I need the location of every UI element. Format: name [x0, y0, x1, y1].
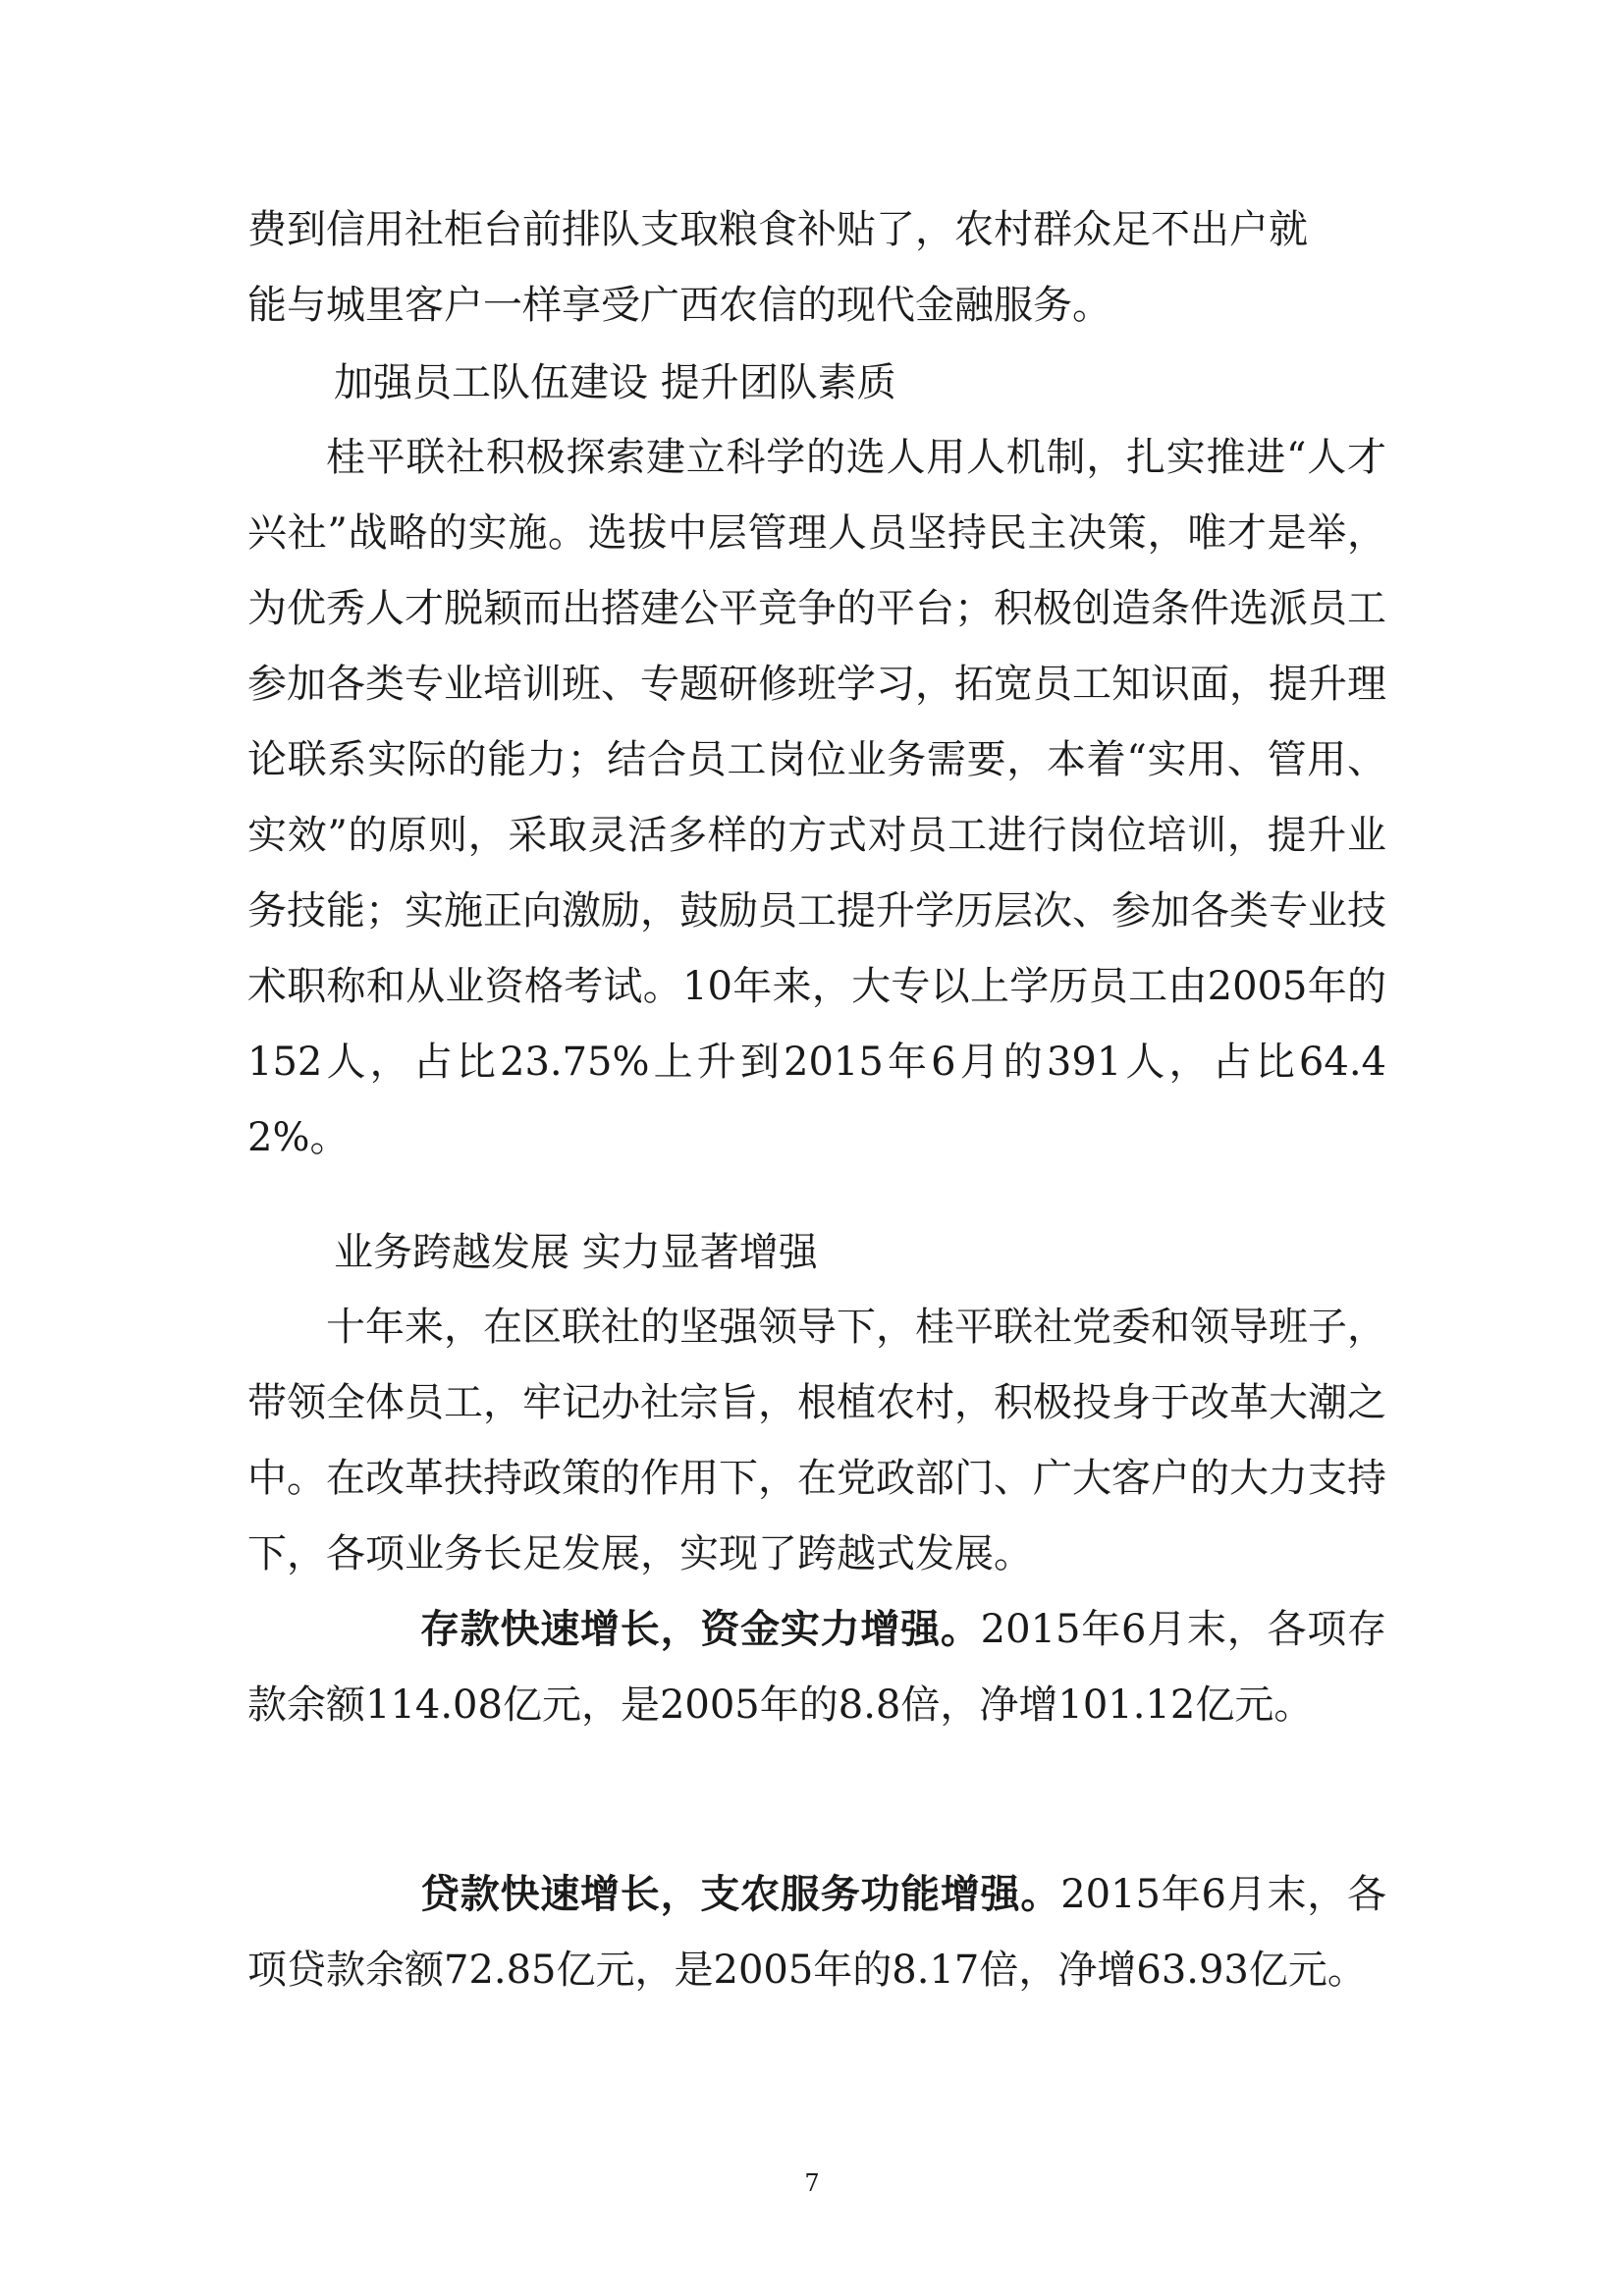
paragraph-line: 费到信用社柜台前排队支取粮食补贴了，农村群众足不出户就: [247, 207, 1308, 252]
paragraph-deposits: [247, 1592, 1386, 1743]
deposits-detail: 2015年6月末，各项存款余额114.08亿元，是2005年的8.8倍，净增101.12亿元。: [247, 1607, 1387, 1728]
page-number: 7: [804, 2169, 820, 2197]
paragraph-loans: [247, 1857, 1386, 2008]
deposits-lead: 存款快速增长，资金实力增强。: [420, 1607, 981, 1652]
loans-detail: 2015年6月末，各项贷款余额72.85亿元，是2005年的8.17倍，净增63.93亿元。: [247, 1872, 1387, 1993]
paragraph-line: 能与城里客户一样享受广西农信的现代金融服务。: [247, 283, 1111, 328]
section-heading-staff: 加强员工队伍建设 提升团队素质: [334, 360, 896, 405]
paragraph-continuation: [247, 192, 1386, 344]
section-heading-business: 业务跨越发展 实力显著增强: [334, 1230, 818, 1275]
paragraph-staff-building: 桂平联社积极探索建立科学的选人用人机制，扎实推进“人才兴社”战略的实施。选拔中层管理人员坚持民主决策，唯才是举，为优秀人才脱颖而出搭建公平竞争的平台；积极创造条件选派员工参加各类专业培训班、专题研修班学习，拓宽员工知识面，提升理论联系实际的能力；结合员工岗位业务需要，本着“实用、管用、实效”的原则，采取灵活多样的方式对员工进行岗位培训，提升业务技能；实施正向激励，鼓励员工提升学历层次、参加各类专业技术职称和从业资格考试。10年来，大专以上学历员工由2005年的152人，占比23.75%上升到2015年6月的391人，占比64.42%。: [247, 435, 1386, 1160]
paragraph-business-growth: 十年来，在区联社的坚强领导下，桂平联社党委和领导班子，带领全体员工，牢记办社宗旨，根植农村，积极投身于改革大潮之中。在改革扶持政策的作用下，在党政部门、广大客户的大力支持下，各项业务长足发展，实现了跨越式发展。: [247, 1305, 1386, 1576]
loans-lead: 贷款快速增长，支农服务功能增强。: [420, 1872, 1061, 1917]
